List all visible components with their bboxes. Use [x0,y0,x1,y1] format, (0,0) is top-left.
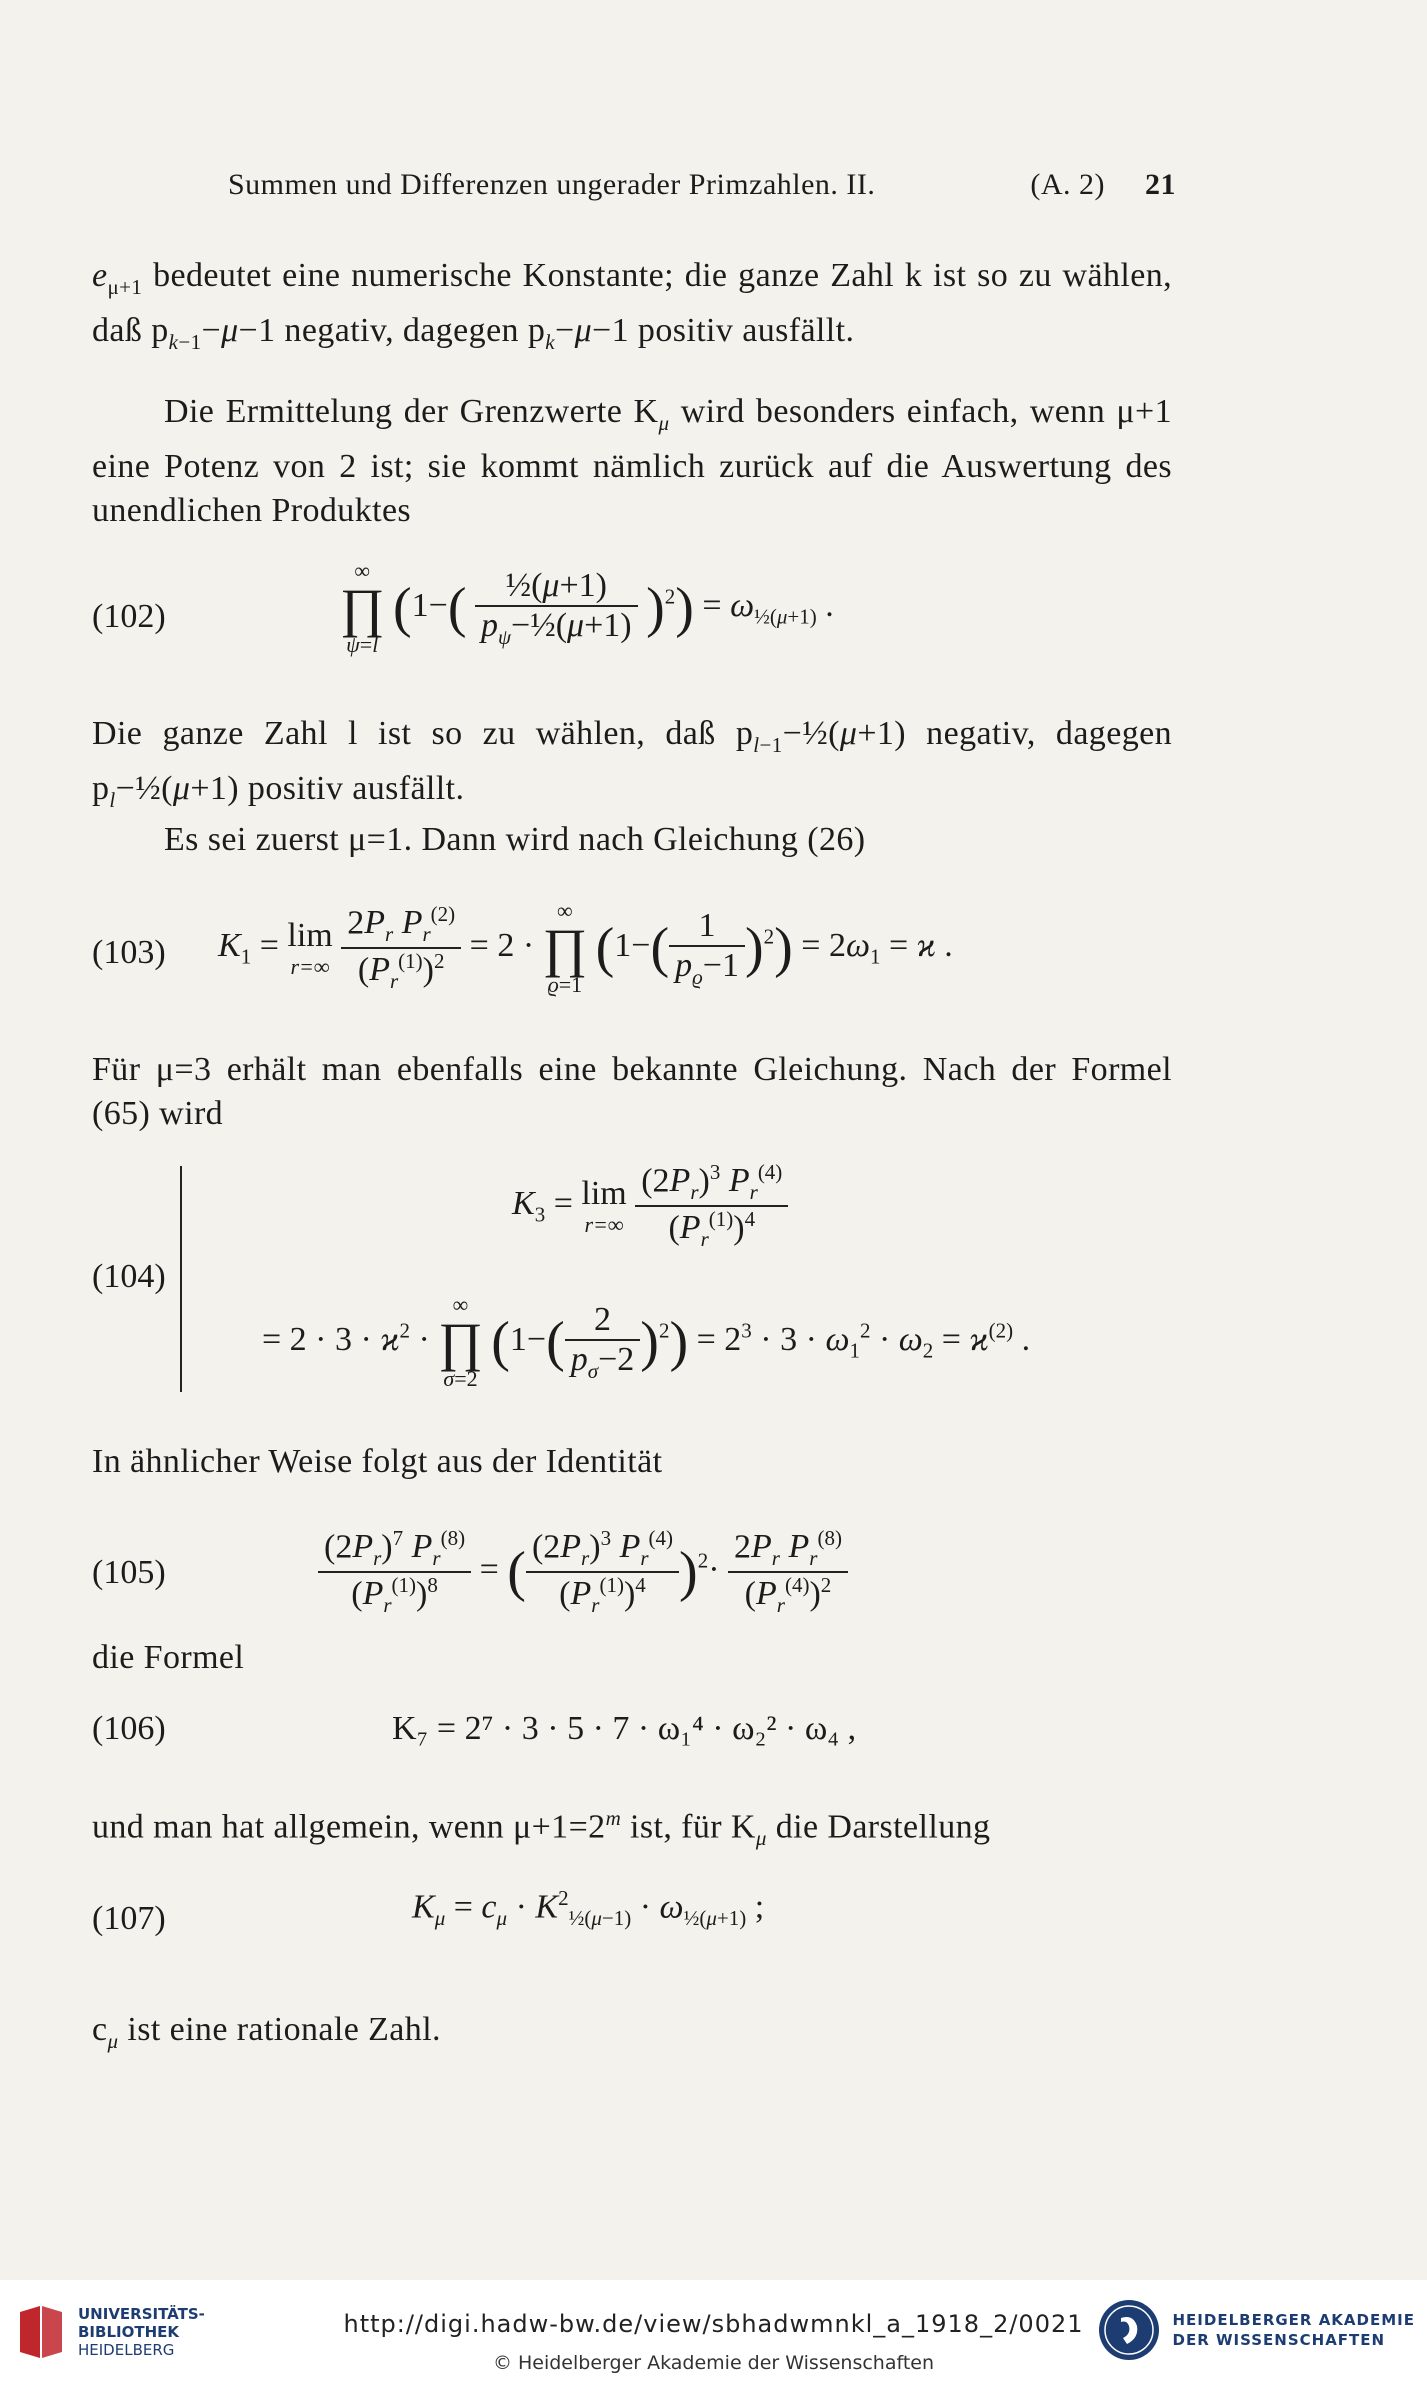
paragraph-5: Für μ=3 erhält man ebenfalls eine bekannte Gleichung. Nach der Formel (65) wird [92,1051,1172,1132]
academy-logo[interactable] [1097,2298,1416,2362]
header-section: (A. 2) [1030,168,1105,201]
paragraph-7: die Formel [92,1639,245,1676]
academy-logo-text: HEIDELBERGER AKADEMIE DER WISSENSCHAFTEN [1172,2311,1415,2349]
page-number: 21 [1145,168,1176,201]
paragraph-9: $c_\mu$ ist eine rationale Zahl. [92,2011,441,2053]
copyright-notice: © Heidelberger Akademie der Wissenschaften [492,2352,935,2374]
equation-104-line-1: $K_3 = \lim$ r=∞ $\frac{(2P_r)^3 P_r^{(4)}}{(P_r^{(1)})^4}$ [512,1160,788,1252]
equation-102: ∞ ∏ ψ=l (1−( $\frac{\text{½(μ+1)}}{p_\psi-\frac{1}{2}(\mu+1)}$ )$^2) = \omega_{\frac{1}{2}(\mu+1)}$ . [340,558,834,657]
equation-106: K₇ = 2⁷ · 3 · 5 · 7 · ω₁⁴ · ω₂² · ω₄ , [392,1710,857,1747]
paragraph-1: $e_{\mu+1}$ bedeutet eine numerische Konstante; die ganze Zahl k ist so zu wählen, daß $p_{k-1}-\mu-1$ negativ, dagegen $p_k-\mu-1$ positiv ausfällt. [92,257,1172,354]
paragraph-8: und man hat allgemein, wenn $\mu+1=2^m$ ist, für $K_\mu$ die Darstellung [92,1806,991,1851]
paragraph-4: Es sei zuerst μ=1. Dann wird nach Gleichung (26) [164,821,866,858]
equation-104-line-2: = $2 \cdot 3 \cdot ϰ^2$ · ∞ ∏ σ=2 (1−( $\frac{2}{p_\sigma-2}$ )$^2) = 2^3 \cdot 3 \cdot \omega_1^2 \cdot \omega_2 = ϰ^{(2)}$ . [262,1292,1031,1391]
running-header [228,168,1176,202]
equation-number-105: (105) [92,1554,166,1591]
library-logo-text: UNIVERSITÄTS- BIBLIOTHEK HEIDELBERG [78,2305,205,2359]
equation-brace [180,1166,182,1392]
paragraph-6: In ähnlicher Weise folgt aus der Identität [92,1443,663,1480]
equation-105: $\frac{(2P_r)^7 P_r^{(8)}}{(P_r^{(1)})^8}$ = ( $\frac{(2P_r)^3 P_r^{(4)}}{(P_r^{(1)})^4}$ )$^2$· $\frac{2P_r P_r^{(8)}}{(P_r^{(4)})^2}$ [318,1526,848,1618]
equation-103: $K_1 = \lim$ r=∞ $\frac{2P_r P_r^{(2)}}{(P_r^{(1)})^2}$ = 2 · ∞ ∏ ϱ=1 (1−( $\frac{1}{p_ϱ-1}$ )$^2) = 2\omega_1 = ϰ$ . [218,898,953,997]
header-title: Summen und Differenzen ungerader Primzahlen. II. [228,168,876,201]
equation-number-107: (107) [92,1900,166,1937]
footer-bar [0,2280,1427,2385]
paragraph-3: Die ganze Zahl l ist so zu wählen, daß $p_{l-1}-\frac{1}{2}(\mu+1)$ negativ, dagegen $p_l-\frac{1}{2}(\mu+1)$ positiv ausfällt. [92,715,1172,812]
equation-107: $K_\mu = c_\mu \cdot K^2_{\frac{1}{2}(\mu-1)} \cdot \omega_{\frac{1}{2}(\mu+1)}$ ; [412,1886,765,1931]
source-url-link[interactable]: http://digi.hadw-bw.de/view/sbhadwmnkl_a_1918_2/0021 [343,2310,1084,2338]
equation-number-104: (104) [92,1258,166,1295]
paragraph-2: Die Ermittelung der Grenzwerte $K_\mu$ wird besonders einfach, wenn μ+1 eine Potenz von 2 ist; sie kommt nämlich zurück auf die Auswertung des unendlichen Produktes [92,393,1172,529]
equation-number-106: (106) [92,1710,166,1747]
academy-seal-icon [1097,2298,1161,2362]
equation-number-102: (102) [92,598,166,635]
equation-number-103: (103) [92,934,166,971]
